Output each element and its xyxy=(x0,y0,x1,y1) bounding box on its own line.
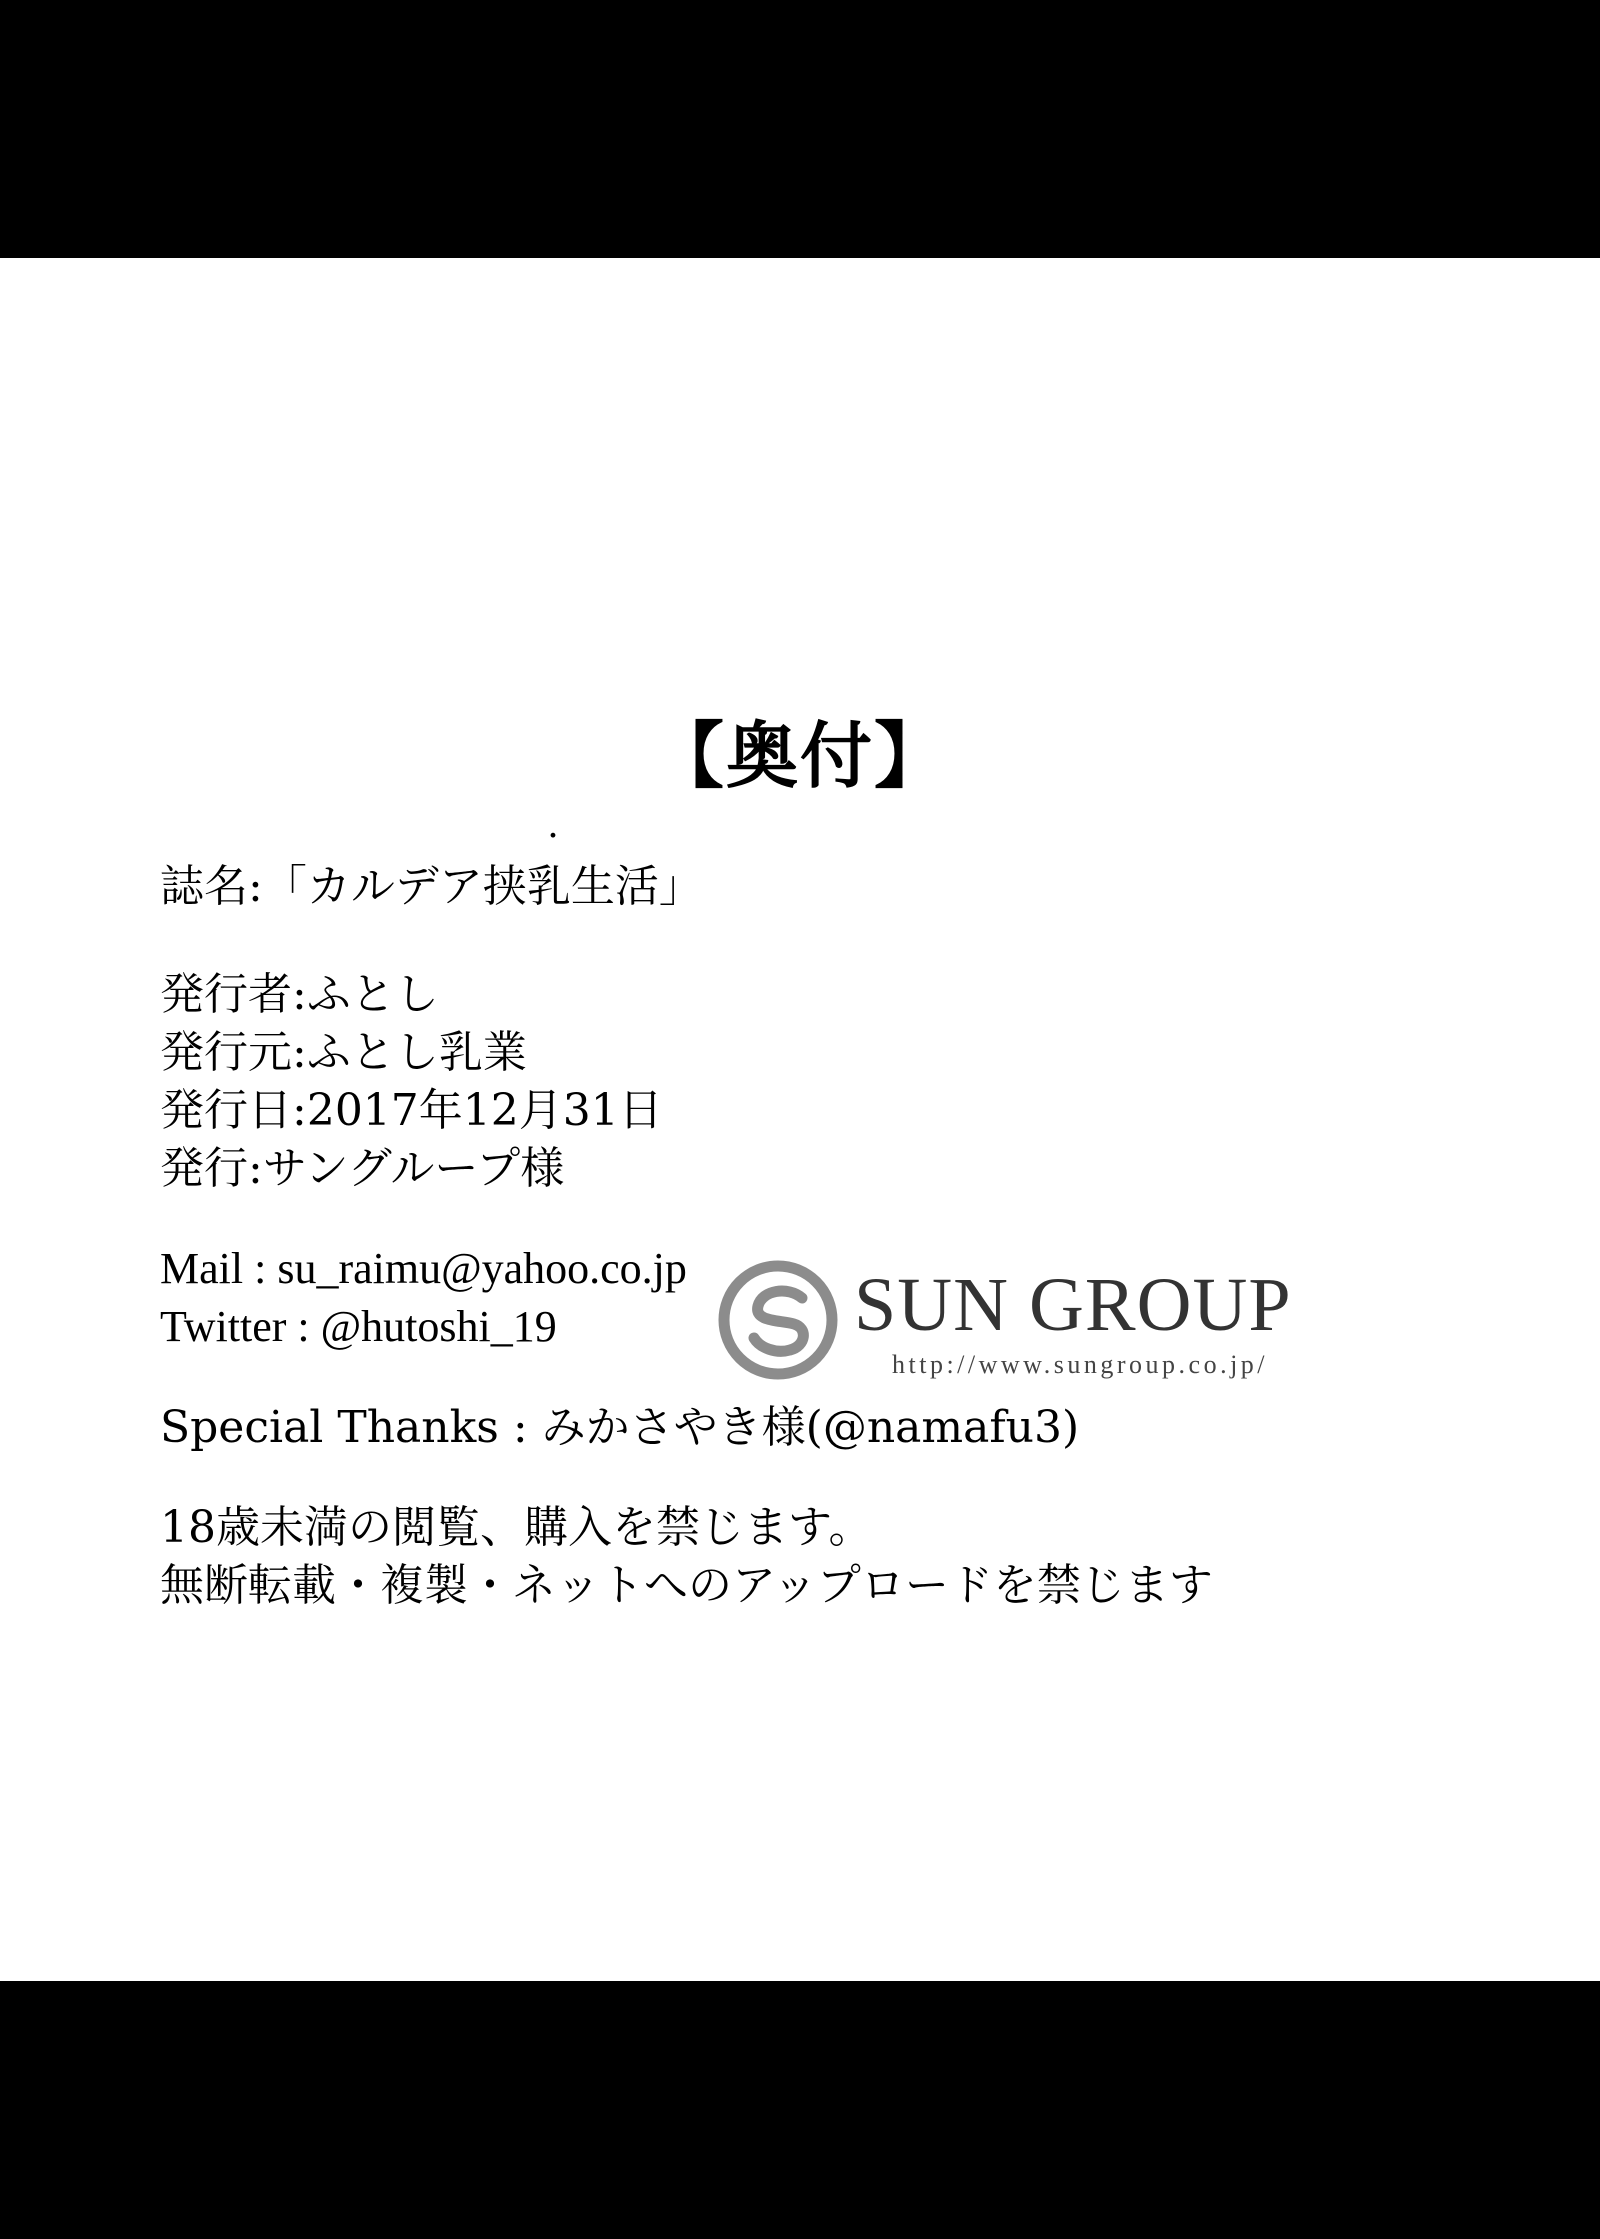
publisher-person: 発行者:ふとし xyxy=(160,969,439,1021)
colophon-page xyxy=(0,258,1600,1981)
publisher-company: 発行元:ふとし乳業 xyxy=(160,1027,527,1079)
colophon-content xyxy=(0,258,1600,1981)
page-title: 【奥付】 xyxy=(651,713,948,798)
special-thanks-line: Special Thanks : みかさやき様(@namafu3) xyxy=(160,1401,1080,1453)
publication-label: 発行:サングループ様 xyxy=(160,1143,565,1195)
separator-dot: ・ xyxy=(540,822,567,851)
colophon-text-block xyxy=(160,858,1460,1615)
sun-group-mark-icon xyxy=(718,1260,838,1380)
sun-group-logo-url: http://www.sungroup.co.jp/ xyxy=(892,1350,1269,1379)
twitter-line: Twitter : @hutoshi_19 xyxy=(160,1302,557,1352)
magazine-title: 誌名:「カルデア挟乳生活」 xyxy=(160,861,703,912)
sun-group-logo-text: SUN GROUP xyxy=(854,1263,1292,1347)
publication-date: 発行日:2017年12月31日 xyxy=(160,1085,663,1137)
age-restriction-line: 18歳未満の閲覧、購入を禁じます。 xyxy=(160,1501,873,1553)
sun-group-logo xyxy=(718,1258,1458,1398)
mail-line: Mail : su_raimu@yahoo.co.jp xyxy=(160,1244,687,1294)
reproduction-notice-line: 無断転載・複製・ネットへのアップロードを禁じます xyxy=(160,1559,1213,1611)
